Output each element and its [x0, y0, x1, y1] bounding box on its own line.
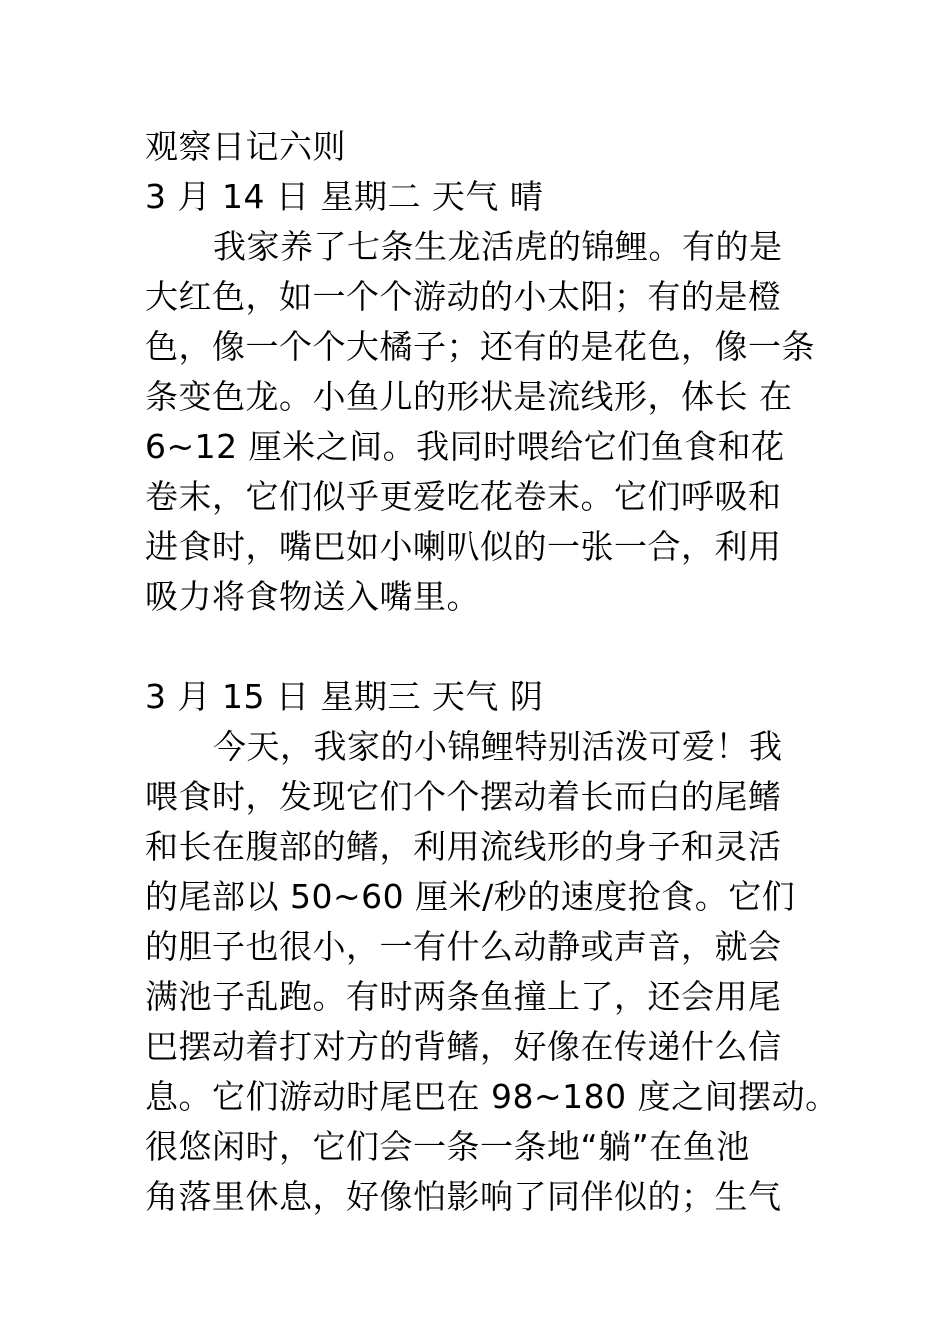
- entry-2-header: 3 月 15 日 星期三 天气 阴: [145, 677, 544, 716]
- entry-2-line: 今天，我家的小锦鲤特别活泼可爱！我: [213, 727, 783, 766]
- entry-2-line: 巴摆动着打对方的背鳍，好像在传递什么信: [145, 1027, 782, 1066]
- entry-1-line: 条变色龙。小鱼儿的形状是流线形，体长 在: [145, 377, 793, 416]
- entry-2-line: 角落里休息，好像怕影响了同伴似的；生气: [145, 1177, 782, 1216]
- entry-1-line: 卷末，它们似乎更爱吃花卷末。它们呼吸和: [145, 477, 782, 516]
- entry-1-line: 进食时，嘴巴如小喇叭似的一张一合，利用: [145, 527, 782, 566]
- entry-2-line: 息。它们游动时尾巴在 98~180 度之间摆动。: [145, 1077, 839, 1116]
- diary-content: [145, 122, 839, 1222]
- entry-1-line: 大红色，如一个个游动的小太阳；有的是橙: [145, 277, 782, 316]
- document-title: 观察日记六则: [145, 127, 346, 166]
- entry-2-line: 的尾部以 50~60 厘米/秒的速度抢食。它们: [145, 877, 796, 916]
- entry-2-line: 和长在腹部的鳍，利用流线形的身子和灵活: [145, 827, 782, 866]
- entry-2-line: 很悠闲时，它们会一条一条地“躺”在鱼池: [145, 1127, 750, 1166]
- entry-1-line: 6~12 厘米之间。我同时喂给它们鱼食和花: [145, 427, 785, 466]
- paragraph-spacer: [145, 622, 825, 672]
- entry-2-line: 满池子乱跑。有时两条鱼撞上了，还会用尾: [145, 977, 782, 1016]
- entry-1-line: 我家养了七条生龙活虎的锦鲤。有的是: [213, 227, 783, 266]
- entry-1-header: 3 月 14 日 星期二 天气 晴: [145, 177, 544, 216]
- entry-1-line: 吸力将食物送入嘴里。: [145, 577, 480, 616]
- entry-2-line: 喂食时，发现它们个个摆动着长而白的尾鳍: [145, 777, 782, 816]
- entry-2-line: 的胆子也很小，一有什么动静或声音，就会: [145, 927, 782, 966]
- entry-1-line: 色，像一个个大橘子；还有的是花色，像一条: [145, 327, 815, 366]
